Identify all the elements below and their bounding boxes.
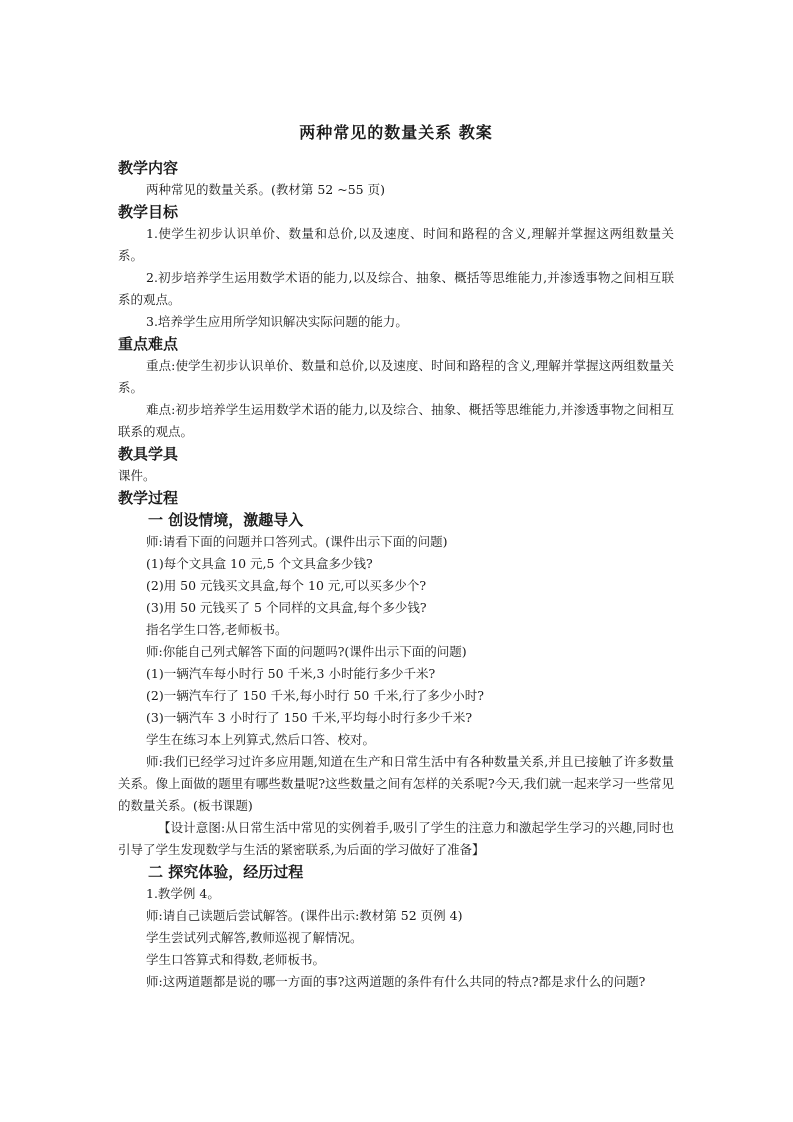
tools-text: 课件。 [118, 468, 156, 483]
goal-3: 3.培养学生应用所学知识解决实际问题的能力。 [146, 314, 408, 329]
part1-line: (1)一辆汽车每小时行 50 千米,3 小时能行多少千米? [146, 666, 436, 681]
part1-line: (1)每个文具盒 10 元,5 个文具盒多少钱? [146, 556, 373, 571]
heading-keypoints: 重点难点 [118, 335, 179, 353]
design-intent-note: 【设计意图:从日常生活中常见的实例着手,吸引了学生的注意力和激起学生学习的兴趣,同时也引导了学生发现数学与生活的紧密联系,为后面的学习做好了准备】 [118, 820, 674, 857]
heading-process: 教学过程 [118, 489, 179, 507]
heading-part2: 二 探究体验，经历过程 [148, 863, 304, 881]
keypoint-focus: 重点:使学生初步认识单价、数量和总价,以及速度、时间和路程的含义,理解并掌握这两组数量关系。 [118, 358, 674, 395]
part1-line: 学生在练习本上列算式,然后口答、校对。 [146, 732, 375, 747]
part1-line: 指名学生口答,老师板书。 [146, 622, 288, 637]
part1-line: (2)一辆汽车行了 150 千米,每小时行 50 千米,行了多少小时? [146, 688, 485, 703]
part1-line: (3)用 50 元钱买了 5 个同样的文具盒,每个多少钱? [146, 600, 427, 615]
goal-2: 2.初步培养学生运用数学术语的能力,以及综合、抽象、概括等思维能力,并渗透事物之间相互联系的观点。 [118, 270, 674, 307]
document-title: 两种常见的数量关系 教案 [299, 123, 493, 142]
heading-part1: 一 创设情境，激趣导入 [148, 511, 304, 529]
heading-goals: 教学目标 [118, 203, 179, 221]
part2-line: 师:请自己读题后尝试解答。(课件出示:教材第 52 页例 4) [146, 908, 463, 923]
part1-line: (2)用 50 元钱买文具盒,每个 10 元,可以买多少个? [146, 578, 427, 593]
part1-paragraph: 师:我们已经学习过许多应用题,知道在生产和日常生活中有各种数量关系,并且已接触了许多数量关系。像上面做的题里有哪些数量呢?这些数量之间有怎样的关系呢?今天,我们就一起来学习一些常见的数量关系。(板书课题) [118, 754, 674, 813]
document-page [118, 120, 674, 993]
heading-content: 教学内容 [118, 159, 179, 177]
part1-line: 师:请看下面的问题并口答列式。(课件出示下面的问题) [146, 534, 448, 549]
content-text: 两种常见的数量关系。(教材第 52 ~55 页) [146, 182, 385, 197]
part2-line: 1.教学例 4。 [146, 886, 220, 901]
part1-line: (3)一辆汽车 3 小时行了 150 千米,平均每小时行多少千米? [146, 710, 473, 725]
part2-line: 学生口答算式和得数,老师板书。 [146, 952, 325, 967]
heading-tools: 教具学具 [118, 445, 179, 463]
part2-line: 学生尝试列式解答,教师巡视了解情况。 [146, 930, 363, 945]
part1-line: 师:你能自己列式解答下面的问题吗?(课件出示下面的问题) [146, 644, 467, 659]
keypoint-difficulty: 难点:初步培养学生运用数学术语的能力,以及综合、抽象、概括等思维能力,并渗透事物之间相互联系的观点。 [118, 402, 674, 439]
part2-paragraph: 师:这两道题都是说的哪一方面的事?这两道题的条件有什么共同的特点?都是求什么的问题? [146, 974, 646, 989]
goal-1: 1.使学生初步认识单价、数量和总价,以及速度、时间和路程的含义,理解并掌握这两组数量关系。 [118, 226, 674, 263]
